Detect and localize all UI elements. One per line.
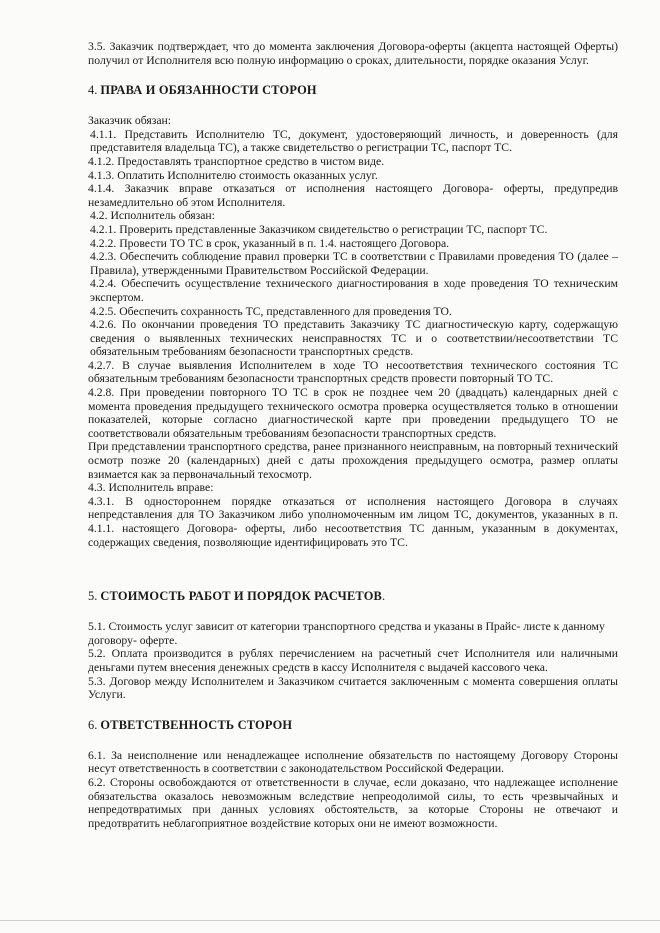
section-5-heading-tail: .	[382, 589, 386, 604]
clause-4-1-1: 4.1.1. Представить Исполнителю ТС, документ, удостоверяющий личность, и доверенность (для представителя владельца ТС), а также свидетельство о регистрации ТС, паспорт ТС.	[90, 127, 618, 155]
clause-4-1-4: 4.1.4. Заказчик вправе отказаться от исполнения настоящего Договора- оферты, предупредив незамедлительно об этом Исполнителя.	[88, 182, 618, 209]
clause-4-3: 4.3. Исполнитель вправе:	[88, 481, 214, 495]
clause-4-1-2: 4.1.2. Предоставлять транспортное средство в чистом виде.	[88, 154, 385, 168]
clause-4-3-1: 4.3.1. В одностороннем порядке отказаться от исполнения настоящего Договора в случаях непредставления для ТО Заказчиком либо уполномоченным им лицом ТС, документов, указанных в п. 4.1.1. настоящего Договора- оферты, либо несоответствия ТС данным, указанным в документах, содержащих сведения, позволяющие идентифицировать это ТС.	[88, 494, 618, 549]
section-6-heading	[88, 718, 618, 733]
section-6-title: ОТВЕТСТВЕННОСТЬ СТОРОН	[100, 717, 293, 732]
clause-6-2: 6.2. Стороны освобождаются от ответственности в случае, если доказано, что надлежащее исполнение обязательства оказалось невозможным вследствие непреодолимой силы, то есть чрезвычайных и непредотвратимых при данных условиях обстоятельств, за которые Стороны не отвечают и предотвратить неблагоприятное воздействие которых они не имеют возможности.	[88, 775, 618, 830]
clause-4-2-5: 4.2.5. Обеспечить сохранность ТС, представленного для проведения ТО.	[90, 304, 452, 318]
section-5-number: 5.	[88, 589, 98, 604]
clause-4-2-2: 4.2.2. Провести ТО ТС в срок, указанный в п. 1.4. настоящего Договора.	[90, 236, 450, 250]
clause-4-2-1: 4.2.1. Проверить представленные Заказчиком свидетельство о регистрации ТС, паспорт ТС.	[90, 222, 548, 236]
document-body	[88, 40, 618, 830]
clause-3-5: 3.5. Заказчик подтверждает, что до момента заключения Договора-оферты (акцепта настоящей Оферты) получил от Исполнителя всю полную информацию о сроках, длительности, порядке оказания Услуг.	[88, 40, 618, 67]
clause-4-2-6: 4.2.6. По окончании проведения ТО представить Заказчику ТС диагностическую карту, содержащую сведения о выявленных технических неисправностях ТС и о соответствии/несоответствии ТС обязательным требованиям безопасности транспортных средств.	[90, 318, 618, 359]
clause-5-3: 5.3. Договор между Исполнителем и Заказчиком считается заключенным с момента совершения оплаты Услуги.	[88, 674, 618, 702]
clause-4-2: 4.2. Исполнитель обязан:	[90, 209, 215, 223]
clause-5-1: 5.1. Стоимость услуг зависит от категории транспортного средства и указаны в Прайс- листе к данному договору- оферте.	[88, 620, 605, 647]
repeat-inspection-note: При представлении транспортного средства, ранее признанного неисправным, на повторный технический осмотр позже 20 (календарных) дней с даты прохождения предыдущего осмотра, размер оплаты взимается как за первоначальный техосмотр.	[88, 440, 618, 481]
section-6-number: 6.	[88, 717, 98, 732]
clause-6-1: 6.1. За неисполнение или ненадлежащее исполнение обязательств по настоящему Договору Стороны несут ответственность в соответствии с законодательством Российской Федерации.	[88, 748, 618, 776]
customer-obliged-label: Заказчик обязан:	[88, 114, 172, 128]
section-5-title: СТОИМОСТЬ РАБОТ И ПОРЯДОК РАСЧЕТОВ	[100, 589, 383, 604]
clause-4-2-4: 4.2.4. Обеспечить осуществление технического диагностирования в ходе проведения ТО техническим экспертом.	[90, 277, 618, 304]
section-5-heading	[88, 589, 618, 604]
clause-5-2: 5.2. Оплата производится в рублях перечислением на расчетный счет Исполнителя или наличными деньгами путем внесения денежных средств в кассу Исполнителя с выдачей кассового чека.	[88, 647, 618, 674]
clause-4-1-3: 4.1.3. Оплатить Исполнителю стоимость оказанных услуг.	[88, 168, 378, 182]
clause-4-2-8: 4.2.8. При проведении повторного ТО ТС в срок не позднее чем 20 (двадцать) календарных дней с момента проведения предыдущего технического осмотра проверка осуществляется только в отношении показателей, которые согласно диагностической карте при проведении предыдущего ТО не соответствовали обязательным требованиям безопасности транспортных средств.	[88, 386, 618, 440]
section-4-number: 4.	[88, 83, 98, 98]
section-4-heading	[88, 83, 618, 98]
section-4-title: ПРАВА И ОБЯЗАННОСТИ СТОРОН	[100, 83, 317, 98]
clause-4-2-7: 4.2.7. В случае выявления Исполнителем в ходе ТО несоответствия технического состояния ТС обязательным требованиям безопасности транспортных средств провести повторный ТО ТС.	[88, 358, 618, 386]
scan-edge-line	[0, 920, 660, 921]
clause-4-2-3: 4.2.3. Обеспечить соблюдение правил проверки ТС в соответствии с Правилами проведения ТО (далее – Правила), утвержденными Правительством Российской Федерации.	[90, 250, 618, 277]
